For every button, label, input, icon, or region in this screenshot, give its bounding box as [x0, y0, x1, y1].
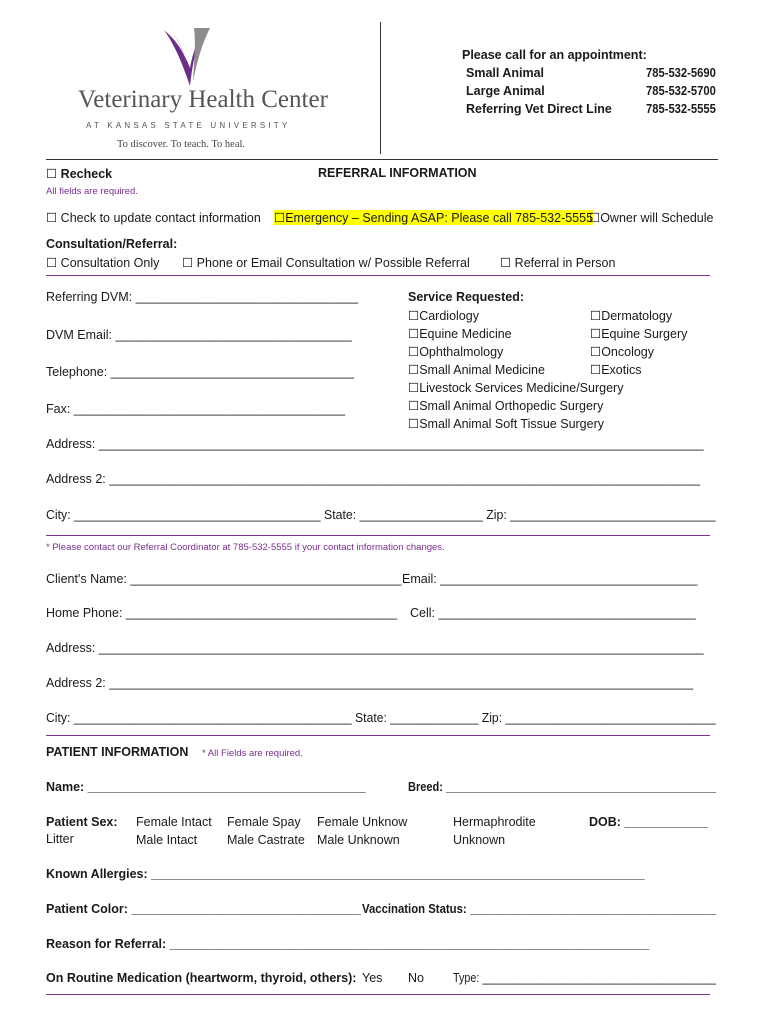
- fax-field[interactable]: Fax: _______________________________________: [46, 402, 345, 416]
- client-address2-field[interactable]: Address 2: ____________________________________________________________________________________: [46, 676, 694, 690]
- recheck-checkbox[interactable]: ☐ Recheck: [46, 167, 113, 181]
- phone-referring-label: Referring Vet Direct Line: [466, 102, 612, 116]
- phone-referring-number: 785-532-5555: [646, 102, 716, 116]
- service-equine-medicine[interactable]: ☐Equine Medicine: [408, 327, 512, 341]
- consultation-heading: Consultation/Referral:: [46, 237, 178, 251]
- patient-sex-label: Patient Sex:: [46, 815, 118, 829]
- header-bottom-rule: [46, 159, 718, 160]
- phone-large-number: 785-532-5700: [646, 84, 716, 98]
- referral-city-state-zip-field[interactable]: City: ____________________________________ State: __________________ Zip: ______________________________: [46, 508, 716, 522]
- appointment-heading: Please call for an appointment:: [462, 48, 647, 62]
- client-email-field[interactable]: Email: _____________________________________: [402, 572, 698, 586]
- contact-change-note: * Please contact our Referral Coordinator at 785-532-5555 if your contact information changes.: [46, 542, 445, 553]
- service-livestock[interactable]: ☐Livestock Services Medicine/Surgery: [408, 381, 624, 395]
- patient-required-note: * All Fields are required.: [202, 748, 303, 759]
- sex-option-hermaphrodite[interactable]: Hermaphrodite: [453, 815, 536, 829]
- service-oncology[interactable]: ☐Oncology: [590, 345, 655, 359]
- section-divider: [46, 275, 710, 276]
- section-divider: [46, 535, 710, 536]
- phone-email-consult-checkbox[interactable]: ☐ Phone or Email Consultation w/ Possible Referral: [182, 256, 470, 270]
- client-name-field[interactable]: Client's Name: _______________________________________: [46, 572, 402, 586]
- logo-tagline: To discover. To teach. To heal.: [117, 139, 246, 150]
- sex-column-unknown: [317, 813, 407, 849]
- sex-column-other: [453, 813, 536, 849]
- service-small-animal-medicine[interactable]: ☐Small Animal Medicine: [408, 363, 545, 377]
- referral-address-field[interactable]: Address: _______________________________________________________________________________________: [46, 437, 704, 451]
- emergency-checkbox[interactable]: ☐Emergency – Sending ASAP: Please call 785-532-5555: [274, 211, 594, 225]
- referral-title: REFERRAL INFORMATION: [318, 166, 477, 180]
- service-cardiology[interactable]: ☐Cardiology: [408, 309, 479, 323]
- medication-yes-option[interactable]: Yes: [362, 971, 383, 985]
- referral-required-note: All fields are required.: [46, 186, 138, 197]
- medication-no-option[interactable]: No: [408, 971, 424, 985]
- sex-column-intact: [136, 813, 212, 849]
- referring-dvm-field[interactable]: Referring DVM: ________________________________: [46, 290, 359, 304]
- sex-option-male-castrate[interactable]: Male Castrate: [227, 833, 305, 847]
- dvm-email-field[interactable]: DVM Email: __________________________________: [46, 328, 352, 342]
- phone-small-label: Small Animal: [466, 66, 545, 80]
- sex-option-female-spay[interactable]: Female Spay: [227, 815, 301, 829]
- update-contact-checkbox[interactable]: ☐ Check to update contact information: [46, 211, 261, 225]
- patient-color-field[interactable]: Patient Color: _________________________________: [46, 902, 361, 916]
- service-soft-tissue-surgery[interactable]: ☐Small Animal Soft Tissue Surgery: [408, 417, 605, 431]
- phone-large-label: Large Animal: [466, 84, 545, 98]
- services-right-column: [590, 307, 687, 379]
- client-address-field[interactable]: Address: _______________________________________________________________________________________: [46, 641, 704, 655]
- sex-option-unknown[interactable]: Unknown: [453, 833, 506, 847]
- service-orthopedic-surgery[interactable]: ☐Small Animal Orthopedic Surgery: [408, 399, 604, 413]
- section-divider: [46, 994, 710, 995]
- sex-option-male-unknown[interactable]: Male Unknown: [317, 833, 400, 847]
- section-divider: [46, 735, 710, 736]
- patient-name-field[interactable]: Name: ________________________________________: [46, 780, 366, 794]
- service-equine-surgery[interactable]: ☐Equine Surgery: [590, 327, 688, 341]
- service-ophthalmology[interactable]: ☐Ophthalmology: [408, 345, 504, 359]
- client-city-state-zip-field[interactable]: City: _________________________________________ State: _____________ Zip: _______________________________: [46, 711, 716, 725]
- medication-type-field[interactable]: Type: _______________________________________: [453, 971, 717, 985]
- sex-option-female-unknown[interactable]: Female Unknow: [317, 815, 408, 829]
- header-divider: [380, 22, 381, 154]
- sex-option-female-intact[interactable]: Female Intact: [136, 815, 212, 829]
- known-allergies-field[interactable]: Known Allergies: _______________________________________________________________________: [46, 867, 645, 881]
- routine-medication-label: On Routine Medication (heartworm, thyroid, others):: [46, 971, 357, 985]
- sex-option-litter[interactable]: Litter: [46, 832, 74, 846]
- client-cell-field[interactable]: Cell: _____________________________________: [410, 606, 696, 620]
- phone-small-number: 785-532-5690: [646, 66, 716, 80]
- vhc-swoosh-logo: [160, 26, 214, 88]
- service-dermatology[interactable]: ☐Dermatology: [590, 309, 673, 323]
- referral-address2-field[interactable]: Address 2: _____________________________________________________________________________________: [46, 472, 701, 486]
- consultation-only-checkbox[interactable]: ☐ Consultation Only: [46, 256, 160, 270]
- logo-title: Veterinary Health Center: [78, 86, 328, 113]
- telephone-field[interactable]: Telephone: ___________________________________: [46, 365, 354, 379]
- logo-subtitle: AT KANSAS STATE UNIVERSITY: [86, 121, 291, 130]
- client-home-phone-field[interactable]: Home Phone: _______________________________________: [46, 606, 398, 620]
- service-requested-heading: Service Requested:: [408, 290, 525, 304]
- sex-option-male-intact[interactable]: Male Intact: [136, 833, 198, 847]
- vaccination-status-field[interactable]: Vaccination Status: _______________________________________: [362, 902, 717, 916]
- sex-column-altered: [227, 813, 305, 849]
- reason-for-referral-field[interactable]: Reason for Referral: _____________________________________________________________________: [46, 937, 650, 951]
- referral-in-person-checkbox[interactable]: ☐ Referral in Person: [500, 256, 616, 270]
- patient-dob-field[interactable]: DOB: ____________: [589, 815, 708, 829]
- service-exotics[interactable]: ☐Exotics: [590, 363, 642, 377]
- patient-breed-field[interactable]: Breed: ____________________________________________: [408, 780, 717, 794]
- owner-schedule-checkbox[interactable]: ☐Owner will Schedule: [589, 211, 714, 225]
- patient-info-heading: PATIENT INFORMATION: [46, 745, 189, 759]
